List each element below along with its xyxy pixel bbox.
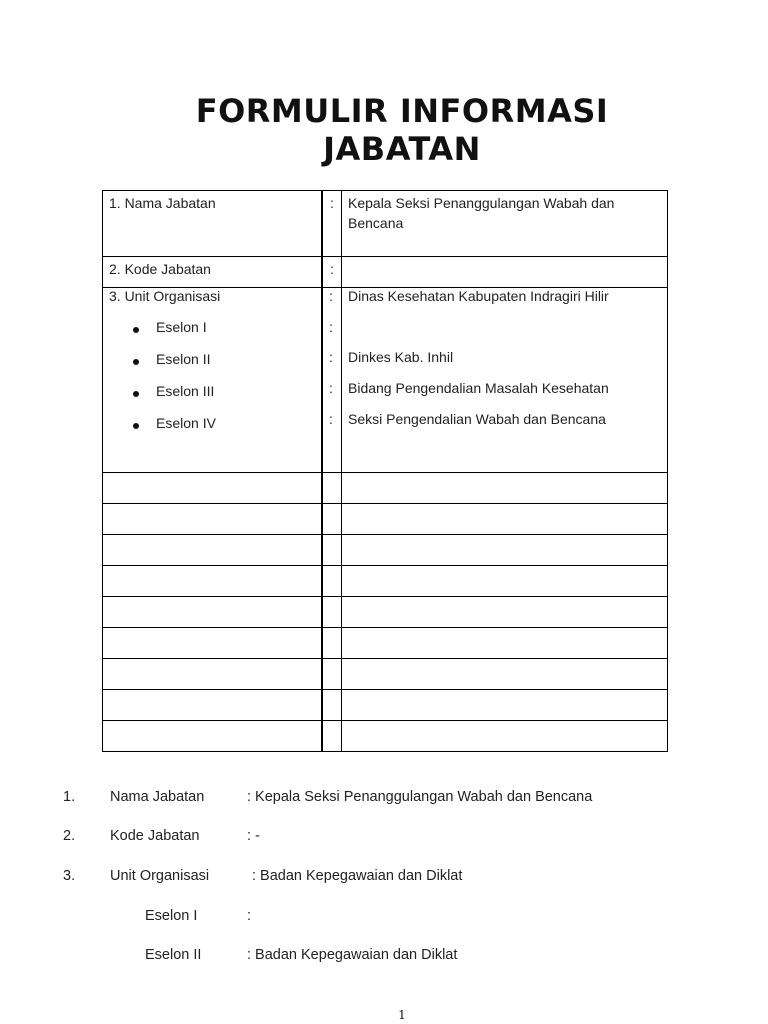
page-number: 1 (398, 1008, 406, 1022)
sublist-item-label: Eselon II (145, 947, 202, 963)
eselon-2-value: Dinkes Kab. Inhil (348, 349, 454, 365)
separator-colon: : (330, 195, 334, 211)
separator-colon: : (329, 288, 333, 304)
list-item-label: Kode Jabatan (110, 828, 200, 844)
sublist-item-label: Eselon I (145, 908, 198, 924)
sublist-item-value: : (247, 908, 252, 924)
nama-jabatan-label: 1. Nama Jabatan (109, 195, 216, 211)
table-row-nama-jabatan (103, 191, 668, 257)
eselon-3-label: Eselon III (156, 383, 215, 399)
eselon-3-value: Bidang Pengendalian Masalah Kesehatan (348, 380, 609, 396)
table-row-empty (103, 504, 668, 535)
kode-jabatan-label: 2. Kode Jabatan (109, 261, 211, 277)
separator-colon: : (329, 319, 333, 335)
table-row-empty (103, 566, 668, 597)
table-row-unit-organisasi (103, 288, 668, 473)
list-item-label: Unit Organisasi (110, 868, 210, 884)
title-line-1: FORMULIR INFORMASI (195, 92, 609, 130)
list-item-value: : Badan Kepegawaian dan Diklat (252, 868, 463, 884)
table-row-empty (103, 473, 668, 504)
separator-colon: : (329, 349, 333, 365)
separator-colon: : (329, 380, 333, 396)
eselon-4-label: Eselon IV (156, 415, 216, 431)
eselon-4-value: Seksi Pengendalian Wabah dan Bencana (348, 411, 606, 427)
kode-jabatan-value (342, 257, 667, 259)
sublist-item-value: : Badan Kepegawaian dan Diklat (247, 947, 458, 963)
separator-colon: : (330, 261, 334, 277)
nama-jabatan-value: Kepala Seksi Penanggulangan Wabah dan Bencana (348, 195, 615, 231)
eselon-2-label: Eselon II (156, 351, 211, 367)
list-item-value: : - (247, 828, 260, 844)
list-item-value: : Kepala Seksi Penanggulangan Wabah dan Bencana (247, 789, 593, 805)
unit-organisasi-label: 3. Unit Organisasi (109, 288, 221, 304)
eselon-1-label: Eselon I (156, 319, 207, 335)
page-title (100, 92, 704, 168)
unit-organisasi-value: Dinas Kesehatan Kabupaten Indragiri Hilir (348, 288, 609, 304)
table-row-empty (103, 597, 668, 628)
title-line-2: JABATAN (323, 130, 481, 168)
separator-colon: : (329, 411, 333, 427)
job-info-table (102, 190, 668, 752)
table-row-empty (103, 628, 668, 659)
table-row-kode-jabatan (103, 257, 668, 288)
list-item-label: Nama Jabatan (110, 789, 205, 805)
table-row-empty (103, 659, 668, 690)
list-item-number: 2. (63, 828, 76, 844)
list-item-number: 1. (63, 789, 76, 805)
list-item-number: 3. (63, 868, 76, 884)
table-row-empty (103, 690, 668, 721)
table-row-empty (103, 535, 668, 566)
table-row-empty (103, 721, 668, 752)
